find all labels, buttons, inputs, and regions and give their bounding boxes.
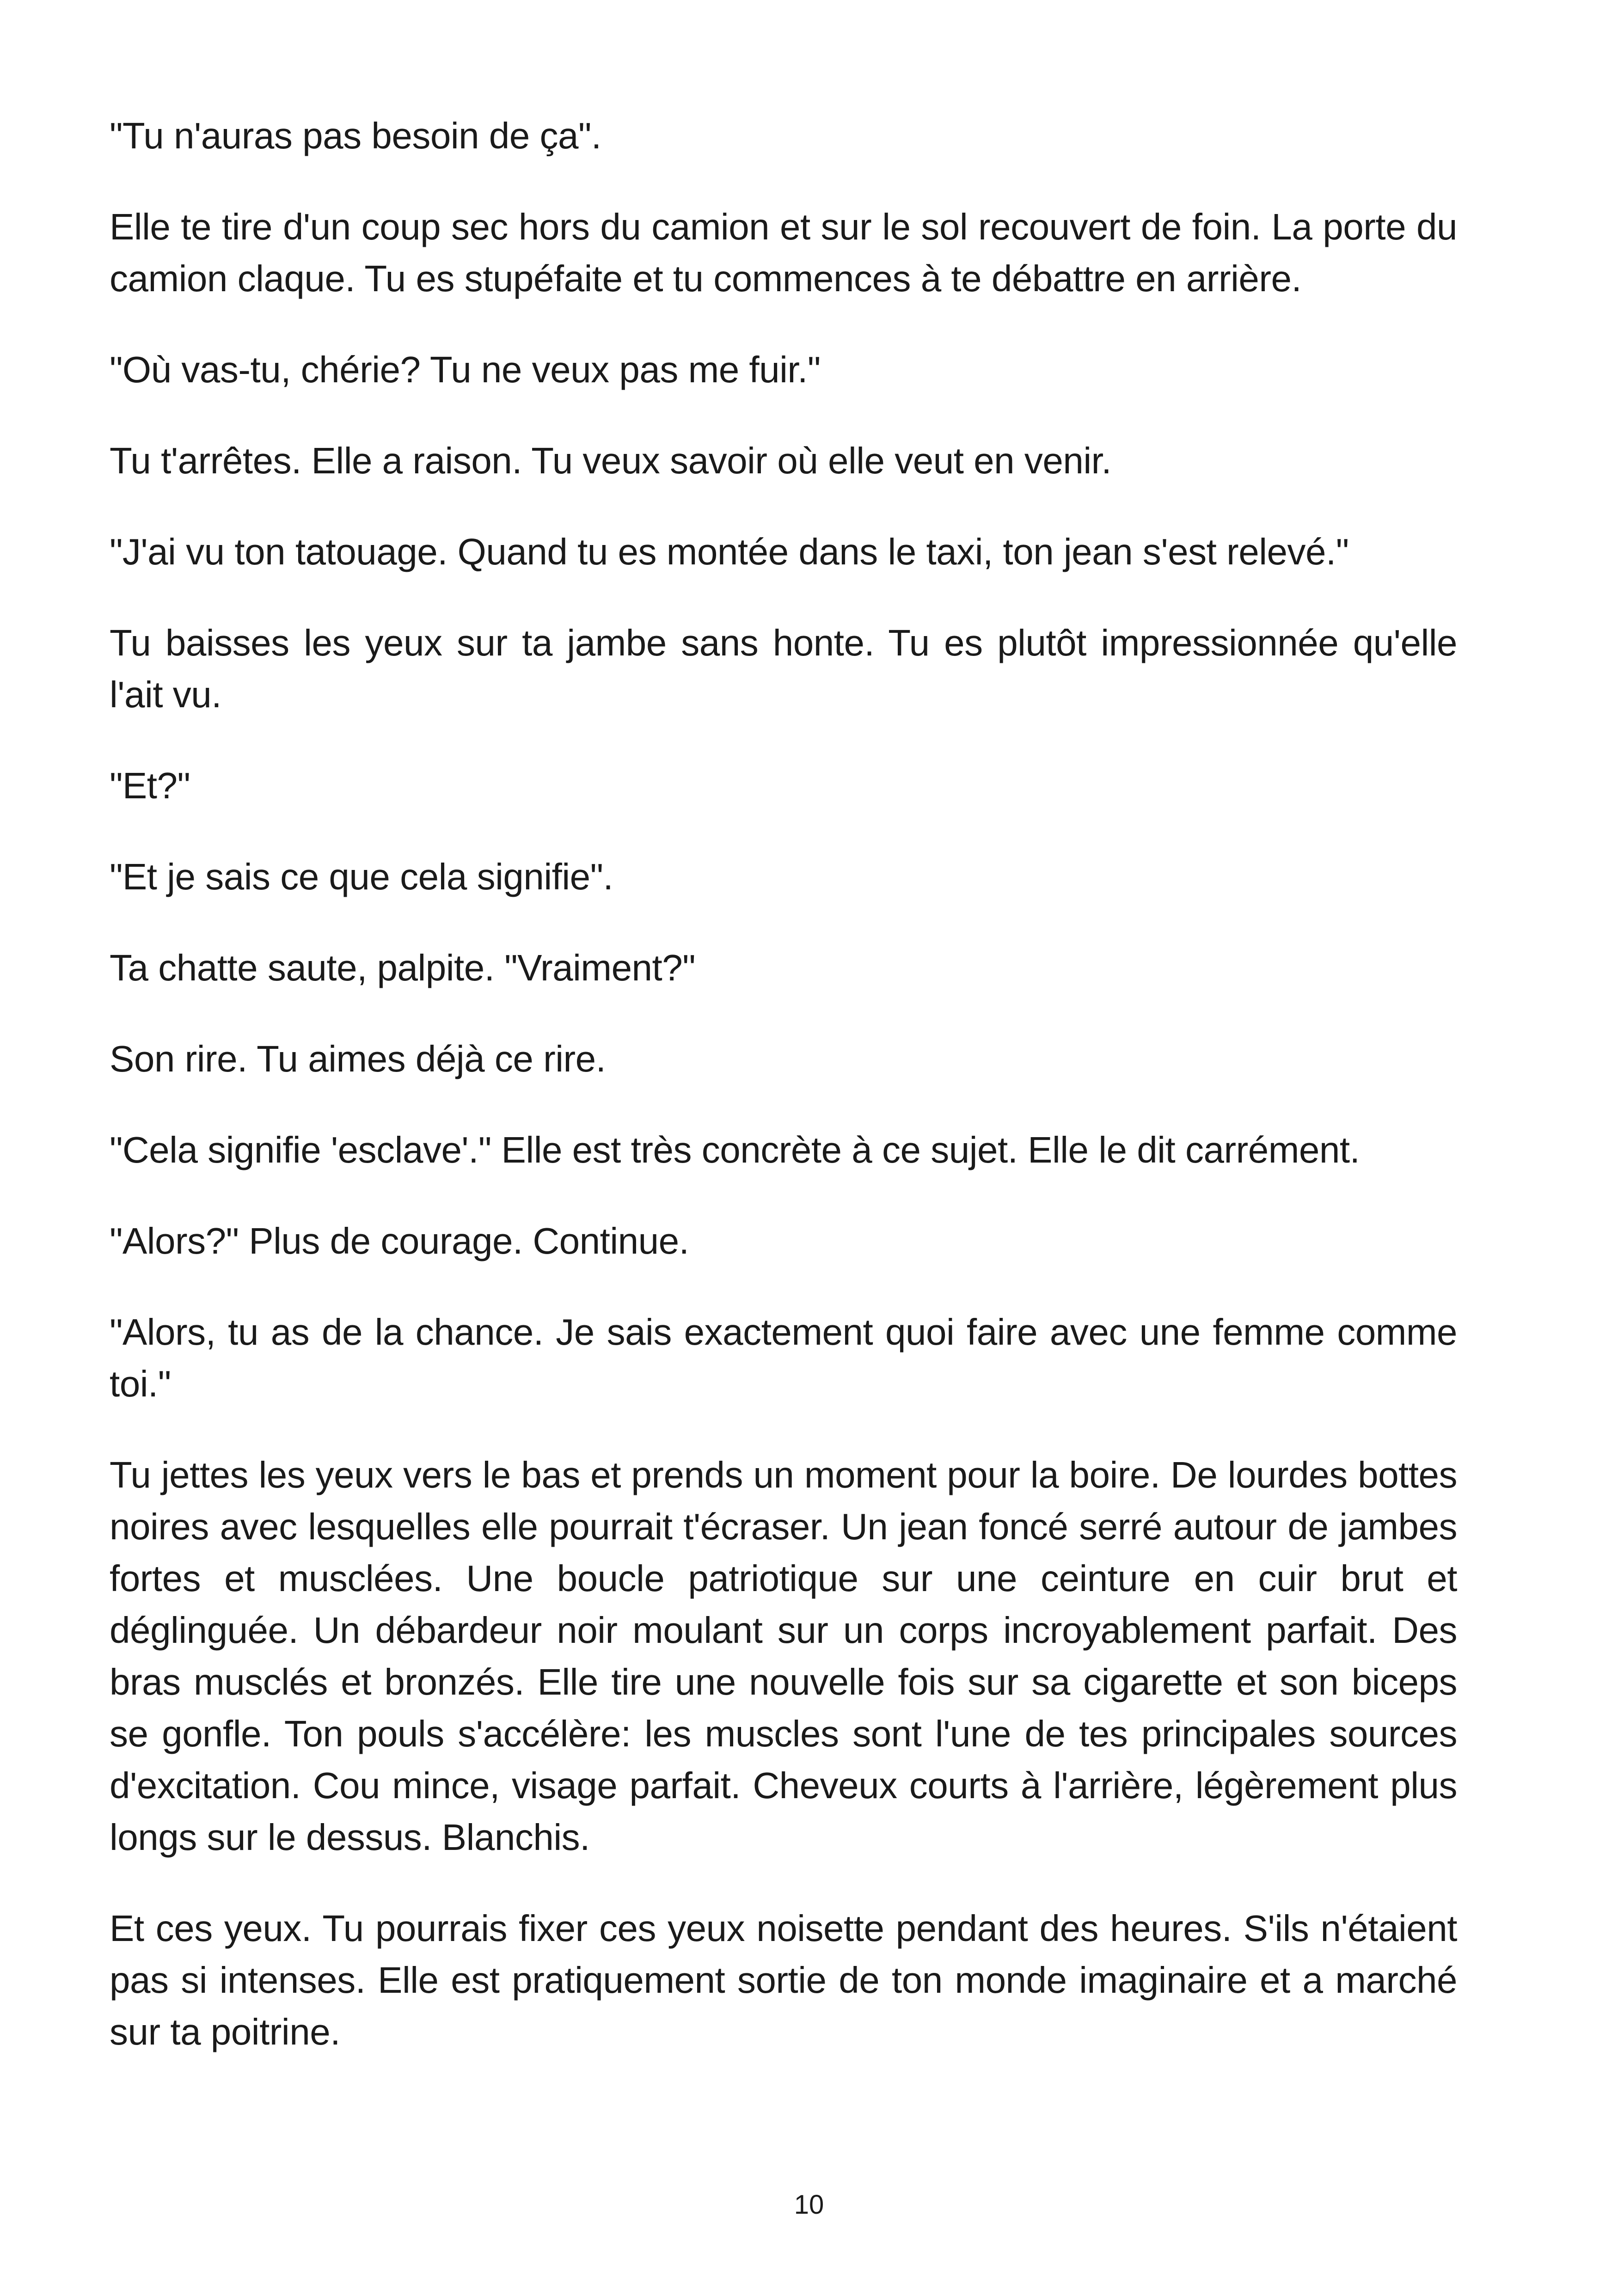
document-body: [110, 110, 1457, 2097]
paragraph-4: Tu t'arrêtes. Elle a raison. Tu veux savoir où elle veut en venir.: [110, 440, 1112, 481]
paragraph-1: "Tu n'auras pas besoin de ça".: [110, 115, 601, 156]
paragraph-10: Son rire. Tu aimes déjà ce rire.: [110, 1038, 606, 1079]
paragraph-6: Tu baisses les yeux sur ta jambe sans honte. Tu es plutôt impressionnée qu'elle l'ait vu.: [110, 622, 1457, 715]
paragraph-15: Et ces yeux. Tu pourrais fixer ces yeux noisette pendant des heures. S'ils n'étaient pas si intenses. Elle est pratiquement sortie de ton monde imaginaire et a marché sur ta poitrine.: [110, 1908, 1457, 2052]
paragraph-5: "J'ai vu ton tatouage. Quand tu es montée dans le taxi, ton jean s'est relevé.": [110, 531, 1349, 572]
paragraph-2: Elle te tire d'un coup sec hors du camion et sur le sol recouvert de foin. La porte du camion claque. Tu es stupéfaite et tu commences à te débattre en arrière.: [110, 206, 1457, 299]
paragraph-11: "Cela signifie 'esclave'." Elle est très concrète à ce sujet. Elle le dit carrément.: [110, 1129, 1360, 1170]
paragraph-13: "Alors, tu as de la chance. Je sais exactement quoi faire avec une femme comme toi.": [110, 1311, 1457, 1404]
paragraph-9: Ta chatte saute, palpite. "Vraiment?": [110, 947, 696, 988]
paragraph-8: "Et je sais ce que cela signifie".: [110, 856, 613, 897]
paragraph-3: "Où vas-tu, chérie? Tu ne veux pas me fuir.": [110, 349, 821, 390]
paragraph-7: "Et?": [110, 765, 190, 806]
page-number: 10: [794, 2190, 824, 2220]
paragraph-14: Tu jettes les yeux vers le bas et prends un moment pour la boire. De lourdes bottes noires avec lesquelles elle pourrait t'écraser. Un jean foncé serré autour de jambes fortes et musclées. Une boucle patriotique sur une ceinture en cuir brut et déglinguée. Un débardeur noir moulant sur un corps incroyablement parfait. Des bras musclés et bronzés. Elle tire une nouvelle fois sur sa cigarette et son biceps se gonfle. Ton pouls s'accélère: les muscles sont l'une de tes principales sources d'excitation. Cou mince, visage parfait. Cheveux courts à l'arrière, légèrement plus longs sur le dessus. Blanchis.: [110, 1454, 1457, 1858]
paragraph-12: "Alors?" Plus de courage. Continue.: [110, 1220, 689, 1261]
